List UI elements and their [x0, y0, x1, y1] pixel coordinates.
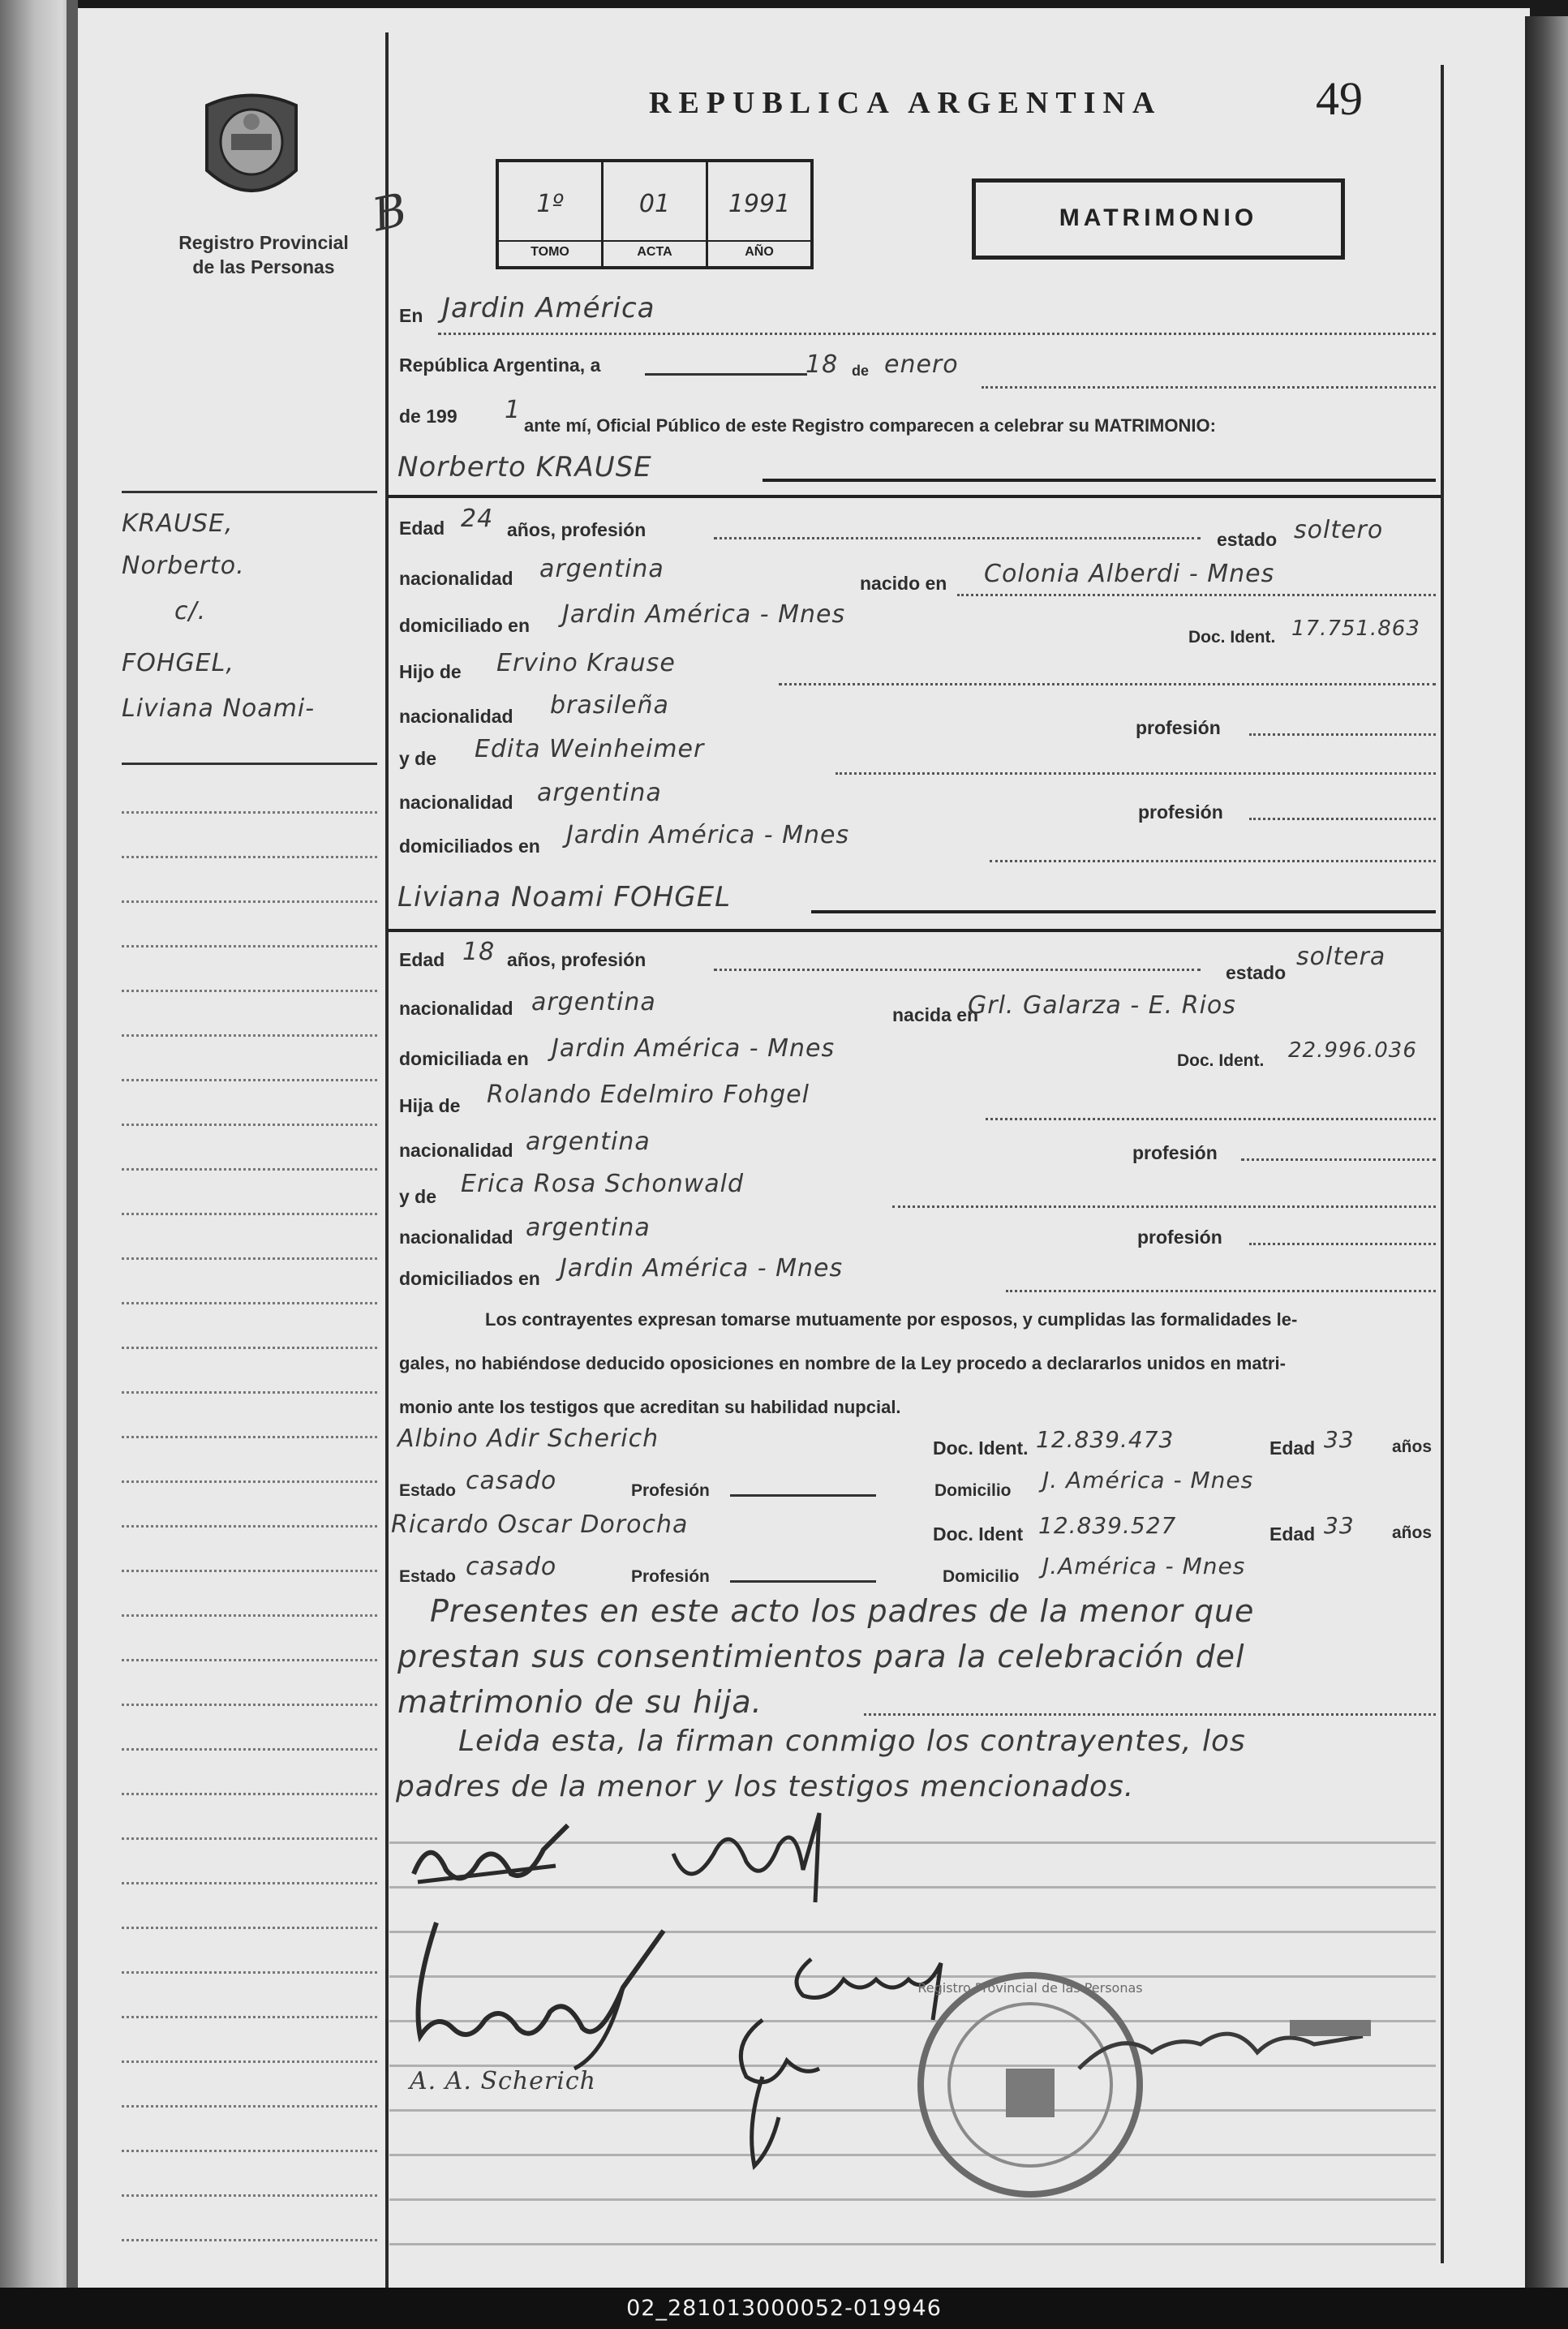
witness-1-domicilio-label: Domicilio [934, 1481, 1012, 1500]
opening-statement: ante mí, Oficial Público de este Registro comparecen a celebrar su MATRIMONIO: [524, 415, 1216, 436]
annotation-line-5: padres de la menor y los testigos mencionados. [396, 1770, 1135, 1803]
section-divider [388, 495, 1441, 498]
witness-1-name: Albino Adir Scherich [397, 1424, 659, 1453]
bride-mother-nationality: argentina [526, 1214, 651, 1242]
rule [730, 1494, 876, 1497]
date-day: 18 [805, 350, 839, 379]
bride-age: 18 [462, 938, 496, 966]
groom-y-de-label: y de [399, 748, 437, 769]
rule [122, 1302, 377, 1304]
rule [389, 2243, 1436, 2245]
witness-1-anos-label: años [1392, 1437, 1433, 1456]
declaration-line-3: monio ante los testigos que acreditan su habilidad nupcial. [399, 1397, 901, 1417]
witness-1-status: casado [466, 1467, 557, 1495]
rule [122, 1391, 377, 1394]
bride-full-name: Liviana Noami FOHGEL [397, 881, 732, 913]
ano-label: AÑO [708, 240, 810, 260]
bride-nacionalidad-label: nacionalidad [399, 998, 513, 1019]
official-signature [1071, 2004, 1379, 2093]
declaration-line-1: Los contrayentes expresan tomarse mutuamente por esposos, y cumplidas las formalidades le- [485, 1309, 1298, 1330]
witness-1-edad-label: Edad [1269, 1437, 1316, 1459]
acta-label: ACTA [604, 240, 706, 260]
rule [122, 1882, 377, 1884]
rule [864, 1713, 1436, 1716]
rule [122, 1436, 377, 1438]
rule [982, 386, 1436, 389]
groom-father-nacionalidad-label: nacionalidad [399, 706, 513, 727]
rule [1241, 1158, 1436, 1161]
witness-2-age: 33 [1324, 1512, 1355, 1539]
ano-cell [706, 162, 810, 266]
rule [122, 1347, 377, 1349]
witness-2-doc-label: Doc. Ident [933, 1523, 1024, 1545]
rule [645, 373, 807, 376]
groom-anos-profesion-label: años, profesión [507, 519, 647, 540]
margin-rule [122, 763, 377, 765]
rule [122, 1525, 377, 1528]
rule [836, 772, 1436, 775]
rule [122, 1257, 377, 1260]
image-reference-code: 02_281013000052-019946 [626, 2296, 942, 2321]
rule [438, 333, 1436, 335]
bride-mother-name: Erica Rosa Schonwald [461, 1170, 745, 1198]
groom-full-name: Norberto KRAUSE [397, 451, 652, 483]
witness-2-address: J.América - Mnes [1042, 1553, 1246, 1579]
groom-domiciliado-label: domiciliado en [399, 615, 531, 636]
groom-address: Jardin América - Mnes [562, 600, 846, 629]
bride-birthplace: Grl. Galarza - E. Rios [968, 991, 1236, 1020]
margin-rule [122, 491, 377, 493]
groom-mother-name: Edita Weinheimer [475, 735, 705, 763]
annotation-line-1: Presentes en este acto los padres de la menor que [430, 1593, 1255, 1629]
registry-title [146, 230, 381, 279]
margin-rule [385, 32, 389, 2288]
bride-estado-label: estado [1226, 962, 1287, 983]
witness-1-profesion-label: Profesión [631, 1481, 710, 1500]
rule [714, 969, 1201, 971]
groom-signature [406, 1817, 584, 1906]
rule [122, 1079, 377, 1081]
annotation-line-2: prestan sus consentimientos para la celebración del [397, 1639, 1245, 1674]
margin-index-line-4: FOHGEL, [122, 649, 234, 677]
republica-label: República Argentina, a [399, 355, 601, 376]
rule [122, 1748, 377, 1751]
bride-nacida-label: nacida en [892, 1004, 979, 1025]
rule [122, 1793, 377, 1795]
groom-marital-status: soltero [1294, 516, 1384, 544]
bride-father-nationality: argentina [526, 1128, 651, 1156]
binder-left-edge [0, 0, 77, 2288]
groom-parents-address: Jardin América - Mnes [566, 821, 850, 849]
clerk-initial: B [367, 183, 412, 243]
page-number: 49 [1316, 72, 1363, 125]
witness-1-address: J. América - Mnes [1042, 1467, 1254, 1493]
bride-marital-status: soltera [1296, 943, 1386, 971]
rule [122, 900, 377, 903]
groom-age: 24 [461, 505, 494, 533]
rule [122, 1927, 377, 1929]
bride-father-name: Rolando Edelmiro Fohgel [487, 1081, 810, 1109]
en-label: En [399, 305, 423, 326]
groom-father-profesion-label: profesión [1136, 717, 1221, 738]
acta-cell [601, 162, 706, 266]
book-right-edge [1525, 16, 1568, 2288]
rule [122, 1837, 377, 1840]
declaration-line-2: gales, no habiéndose deducido oposiciones en nombre de la Ley procedo a declararlos unidos en matri- [399, 1353, 1286, 1373]
rule [122, 1971, 377, 1974]
rule [122, 1614, 377, 1617]
bride-y-de-label: y de [399, 1186, 437, 1207]
witness-2-signature [714, 2012, 836, 2174]
annotation-line-3: matrimonio de su hija. [397, 1684, 763, 1720]
rule [122, 990, 377, 992]
groom-mother-nacionalidad-label: nacionalidad [399, 792, 513, 813]
bride-nationality: argentina [531, 988, 656, 1016]
witness-2-anos-label: años [1392, 1523, 1433, 1542]
rule [122, 1570, 377, 1572]
margin-index-line-3: c/. [174, 597, 207, 625]
groom-domiciliados-label: domiciliados en [399, 836, 540, 857]
country-heading: REPUBLICA ARGENTINA [649, 86, 1162, 120]
margin-index-line-2: Norberto. [122, 552, 245, 580]
groom-nacido-label: nacido en [860, 573, 947, 594]
right-rule [1441, 65, 1444, 2263]
groom-father-nationality: brasileña [550, 691, 669, 720]
rule [122, 2016, 377, 2018]
witness-2-name: Ricardo Oscar Dorocha [391, 1510, 689, 1539]
register-sheet [78, 8, 1530, 2288]
date-month: enero [884, 350, 959, 379]
year-digit: 1 [505, 396, 522, 424]
ano-value: 1991 [728, 190, 791, 218]
groom-hijo-label: Hijo de [399, 661, 462, 682]
margin-index-line-5: Liviana Noami- [122, 694, 316, 723]
rule [730, 1580, 876, 1583]
rule [122, 2194, 377, 2197]
tomo-value: 1º [536, 190, 564, 218]
bride-anos-profesion-label: años, profesión [507, 949, 647, 970]
rule [714, 537, 1201, 539]
rule [986, 1118, 1436, 1120]
rule [811, 910, 1436, 913]
tomo-cell [499, 162, 601, 266]
groom-mother-profesion-label: profesión [1138, 801, 1223, 823]
registry-line-2: de las Personas [192, 256, 335, 277]
groom-mother-nationality: argentina [537, 779, 662, 807]
father-signature [404, 1914, 696, 2077]
rule [122, 2105, 377, 2108]
rule [122, 1213, 377, 1215]
rule [763, 479, 1436, 482]
annotation-line-4: Leida esta, la firman conmigo los contrayentes, los [458, 1725, 1246, 1758]
groom-nacionalidad-label: nacionalidad [399, 568, 513, 589]
bride-parents-address: Jardin América - Mnes [560, 1254, 844, 1283]
acta-value: 01 [638, 190, 671, 218]
bride-doc-label: Doc. Ident. [1177, 1051, 1265, 1070]
de-label: de [852, 363, 870, 379]
registry-line-1: Registro Provincial [178, 232, 349, 253]
rule [1249, 818, 1436, 820]
bride-address: Jardin América - Mnes [552, 1034, 836, 1063]
bride-domiciliada-label: domiciliada en [399, 1048, 529, 1069]
rule [122, 1168, 377, 1171]
rule [1249, 733, 1436, 736]
witness-2-estado-label: Estado [399, 1567, 457, 1586]
witness-printed-signature: A. A. Scherich [410, 2067, 596, 2095]
groom-nationality: argentina [539, 555, 664, 583]
rule [122, 2150, 377, 2152]
witness-1-age: 33 [1324, 1426, 1355, 1453]
witness-1-estado-label: Estado [399, 1481, 457, 1500]
rule [779, 683, 1436, 685]
margin-index-line-1: KRAUSE, [122, 509, 234, 538]
rule [122, 1480, 377, 1483]
section-divider [388, 929, 1441, 932]
bride-hija-label: Hija de [399, 1095, 461, 1116]
groom-birthplace: Colonia Alberdi - Mnes [984, 560, 1275, 588]
binder-spine [67, 0, 78, 2288]
rule [122, 811, 377, 814]
bride-edad-label: Edad [399, 949, 445, 970]
rule [122, 2060, 377, 2063]
groom-father-name: Ervino Krause [496, 649, 676, 677]
year-prefix: de 199 [399, 406, 458, 427]
ceremony-place: Jardin América [442, 292, 655, 324]
rule [1006, 1290, 1436, 1292]
groom-doc-label: Doc. Ident. [1188, 628, 1276, 647]
rule [1249, 1243, 1436, 1245]
coat-of-arms-seal-icon [199, 89, 304, 211]
official-stamp-text: Registro Provincial de las Personas [917, 1980, 1143, 1996]
rule [990, 860, 1436, 862]
rule [122, 1704, 377, 1706]
groom-estado-label: estado [1217, 529, 1278, 550]
bride-mother-profesion-label: profesión [1137, 1227, 1222, 1248]
groom-doc-number: 17.751.863 [1291, 617, 1420, 641]
bride-signature [665, 1805, 852, 1910]
rule [122, 2239, 377, 2241]
rule [122, 1659, 377, 1661]
witness-1-doc-label: Doc. Ident. [933, 1437, 1029, 1459]
bride-domiciliados-label: domiciliados en [399, 1268, 540, 1289]
rule [892, 1205, 1436, 1208]
witness-2-profesion-label: Profesión [631, 1567, 710, 1586]
bride-doc-number: 22.996.036 [1288, 1038, 1417, 1063]
bride-mother-nacionalidad-label: nacionalidad [399, 1227, 513, 1248]
rule [122, 1034, 377, 1037]
witness-1-doc-number: 12.839.473 [1036, 1426, 1175, 1453]
rule [122, 945, 377, 947]
tomo-label: TOMO [499, 240, 601, 260]
record-number-grid [496, 159, 814, 269]
bride-father-nacionalidad-label: nacionalidad [399, 1140, 513, 1161]
rule [122, 856, 377, 858]
bride-father-profesion-label: profesión [1132, 1142, 1218, 1163]
witness-2-edad-label: Edad [1269, 1523, 1316, 1545]
witness-2-domicilio-label: Domicilio [943, 1567, 1020, 1586]
rule [957, 594, 1436, 596]
document-type-box: MATRIMONIO [972, 178, 1345, 260]
witness-2-doc-number: 12.839.527 [1038, 1512, 1177, 1539]
rule [122, 1124, 377, 1126]
groom-edad-label: Edad [399, 518, 445, 539]
witness-2-status: casado [466, 1553, 557, 1581]
